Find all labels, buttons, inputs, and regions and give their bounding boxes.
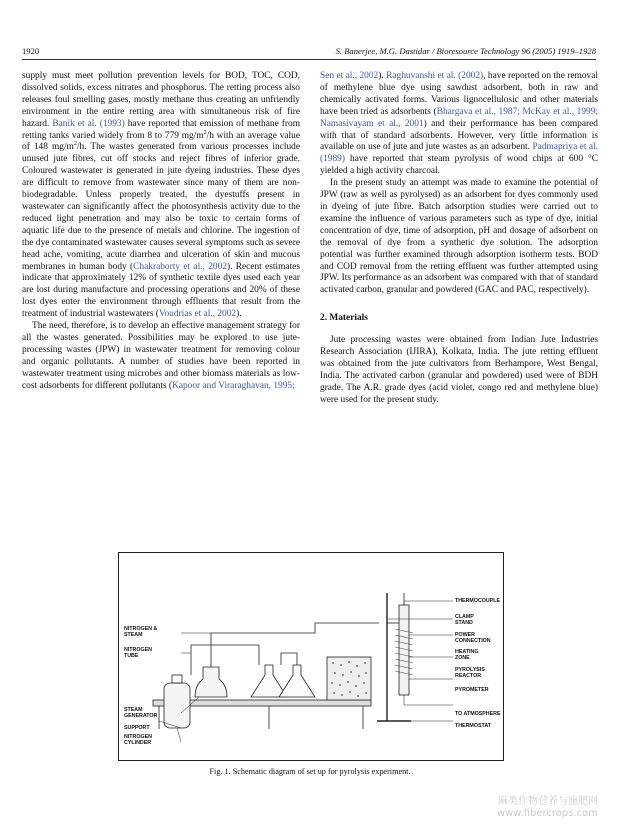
label-pyrolysis-reactor: PYROLYSIS REACTOR bbox=[455, 667, 485, 680]
label-clamp-stand: CLAMP STAND bbox=[455, 614, 474, 627]
figure-caption: Fig. 1. Schematic diagram of set up for pyrolysis experiment. bbox=[209, 767, 411, 776]
label-thermocouple: THERMOCOUPLE bbox=[455, 598, 501, 604]
right-paragraph-1: Sen et al., 2002). Raghuvanshi et al. (2002), have reported on the removal of methylene blue dye using sawdust adsorbent, both in raw and chemically activated forms. Various lignocellulosic and other materials have been tried as adsorbents (Bhargava et al., 1987; McKay et al., 1999; Namasivayam et al., 2001) and their performance has been compared with that of standard adsorbents. However, very little information is available on use of jute and jute wastes as an adsorbent. Padmapriya et al. (1989) have reported that steam pyrolysis of wood chips at 600 °C yielded a high activity charcoal. bbox=[320, 71, 599, 177]
figure-pyrolysis-setup bbox=[118, 552, 504, 761]
citation-padmapriya-1989[interactable]: Padmapriya et al. (1989) bbox=[320, 142, 598, 165]
right-paragraph-3: Jute processing wastes were obtained from Indian Jute Industries Research Association (IJIRA), Kolkata, India. The jute retting effluent was obtained from the jute cultivators from Berhampore, West Bengal, India. The activated carbon (granular and powdered) used were of BDH grade. The A.R. grade dyes (acid violet, congo red and methylene blue) were used for the present study. bbox=[320, 335, 598, 405]
label-nitrogen-steam: NITROGEN & STEAM bbox=[124, 626, 158, 639]
citation-sen-2002[interactable]: Sen et al., 2002 bbox=[320, 71, 379, 81]
label-power-connection: POWER CONNECTION bbox=[455, 632, 491, 645]
watermark-line-2: www.fibercrops.com bbox=[496, 808, 598, 819]
left-paragraph-2: The need, therefore, is to develop an effective management strategy for all the wastes generated. Possibilities may be explored to use jute-processing wastes (JPW) in wastewater treatment for removing colour and organic pollutants. A number of studies have been reported in wastewater treatment using microbes and other biomass materials as low-cost adsorbents for different pollutants (Kapoor and Viraraghavan, 1995; bbox=[22, 321, 300, 391]
watermark-line-1: 麻类作物营养与施肥网 bbox=[498, 796, 598, 807]
steam-generator bbox=[195, 667, 227, 697]
right-paragraph-2: In the present study an attempt was made to examine the potential of JPW (raw as well as pyrolysed) as an adsorbent for dyes commonly used in dyeing of jute fibre. Batch adsorption studies were carried out to examine the influence of various parameters such as type of dye, initial concentration of dye, time of adsorption, pH and dosage of adsorbent on the removal of dye from a synthetic dye solution. The adsorption potential was further examined through adsorption isotherm tests. BOD and COD removal from the retting effluent was further attempted using JPW. Its performance as an adsorbent was compared with that of standard activated carbon, granular and powdered (GAC and PAC, respectively). bbox=[320, 178, 598, 296]
label-to-atmosphere: TO ATMOSPHERE bbox=[455, 711, 501, 717]
label-nitrogen-tube: NITROGEN TUBE bbox=[124, 647, 152, 660]
left-paragraph-1: supply must meet pollution prevention levels for BOD, TOC, COD, dissolved solids, excess nitrates and phosphorus. The retting process also releases foul smelling gases, mostly methane thus creating an unfriendly environment in the entire retting area with simultaneous risk of fire hazard. Banik et al. (1993) have reported that emission of methane from retting tanks varied widely from 8 to 779 $mg/m^2/h$ with an average value of 148 $mg/m^2/h$. The wastes generated from various processes include unused jute fibres, cut off stocks and reject fibres of inferior grade. Coloured wastewater is generated in jute dyeing industries. These dyes are difficult to remove from wastewater since many of them are non-biodegradable. Unless properly treated, the dyestuffs present in wastewater can significantly affect the photosynthesis activity due to the reduced light penetration and may also be toxic to certain forms of aquatic life due to the presence of metals and chlorine. The ingestion of the dye contaminated wastewater causes several symptoms such as severe head ache, vomiting, acute diarrhea and ulceration of skin and mucous membranes in human body (Chakraborty et al., 2002). Recent estimates indicate that approximately 12% of synthetic textile dyes used each year are lost during manufacture and processing operations and 20% of these lost dyes enter the environment through effluents that result from the treatment of industrial wastewaters (Voudrias et al., 2002). bbox=[22, 71, 301, 320]
running-head: S. Banerjee, M.G. Dastidar / Bioresource Technology 96 (2005) 1919–1928 bbox=[335, 46, 596, 56]
label-steam-generator: STEAM GENERATOR bbox=[124, 707, 158, 720]
left-column bbox=[22, 71, 300, 392]
citation-raghuvanshi-2002[interactable]: Raghuvanshi et al. (2002) bbox=[386, 71, 484, 81]
page-number: 1920 bbox=[22, 46, 40, 56]
citation-voudrias-2002[interactable]: Voudrias et al., 2002 bbox=[158, 309, 237, 320]
label-thermostat: THERMOSTAT bbox=[455, 723, 491, 729]
citation-chakraborty-2002[interactable]: Chakraborty et al., 2002 bbox=[133, 261, 227, 272]
header-rule bbox=[22, 59, 596, 60]
running-header bbox=[22, 46, 596, 60]
watermark bbox=[497, 796, 598, 820]
label-nitrogen-cylinder: NITROGEN CYLINDER bbox=[124, 734, 152, 747]
right-column bbox=[320, 71, 598, 407]
label-heating-zone: HEATING ZONE bbox=[455, 649, 479, 662]
citation-bhargava-mckay-namasivayam[interactable]: Bhargava et al., 1987; McKay et al., 1999; Namasivayam et al., 2001 bbox=[320, 106, 599, 129]
nitrogen-cylinder bbox=[164, 683, 190, 728]
citation-kapoor-1995[interactable]: Kapoor and Viraraghavan, 1995; bbox=[172, 380, 295, 391]
pyrolysis-schematic bbox=[119, 553, 503, 760]
citation-banik-1993[interactable]: Banik et al. (1993) bbox=[52, 118, 125, 129]
label-support: SUPPORT bbox=[124, 725, 150, 731]
conical-flask-2 bbox=[279, 665, 315, 697]
section-heading-materials: 2. Materials bbox=[320, 313, 368, 324]
label-pyrometer: PYROMETER bbox=[455, 687, 489, 693]
